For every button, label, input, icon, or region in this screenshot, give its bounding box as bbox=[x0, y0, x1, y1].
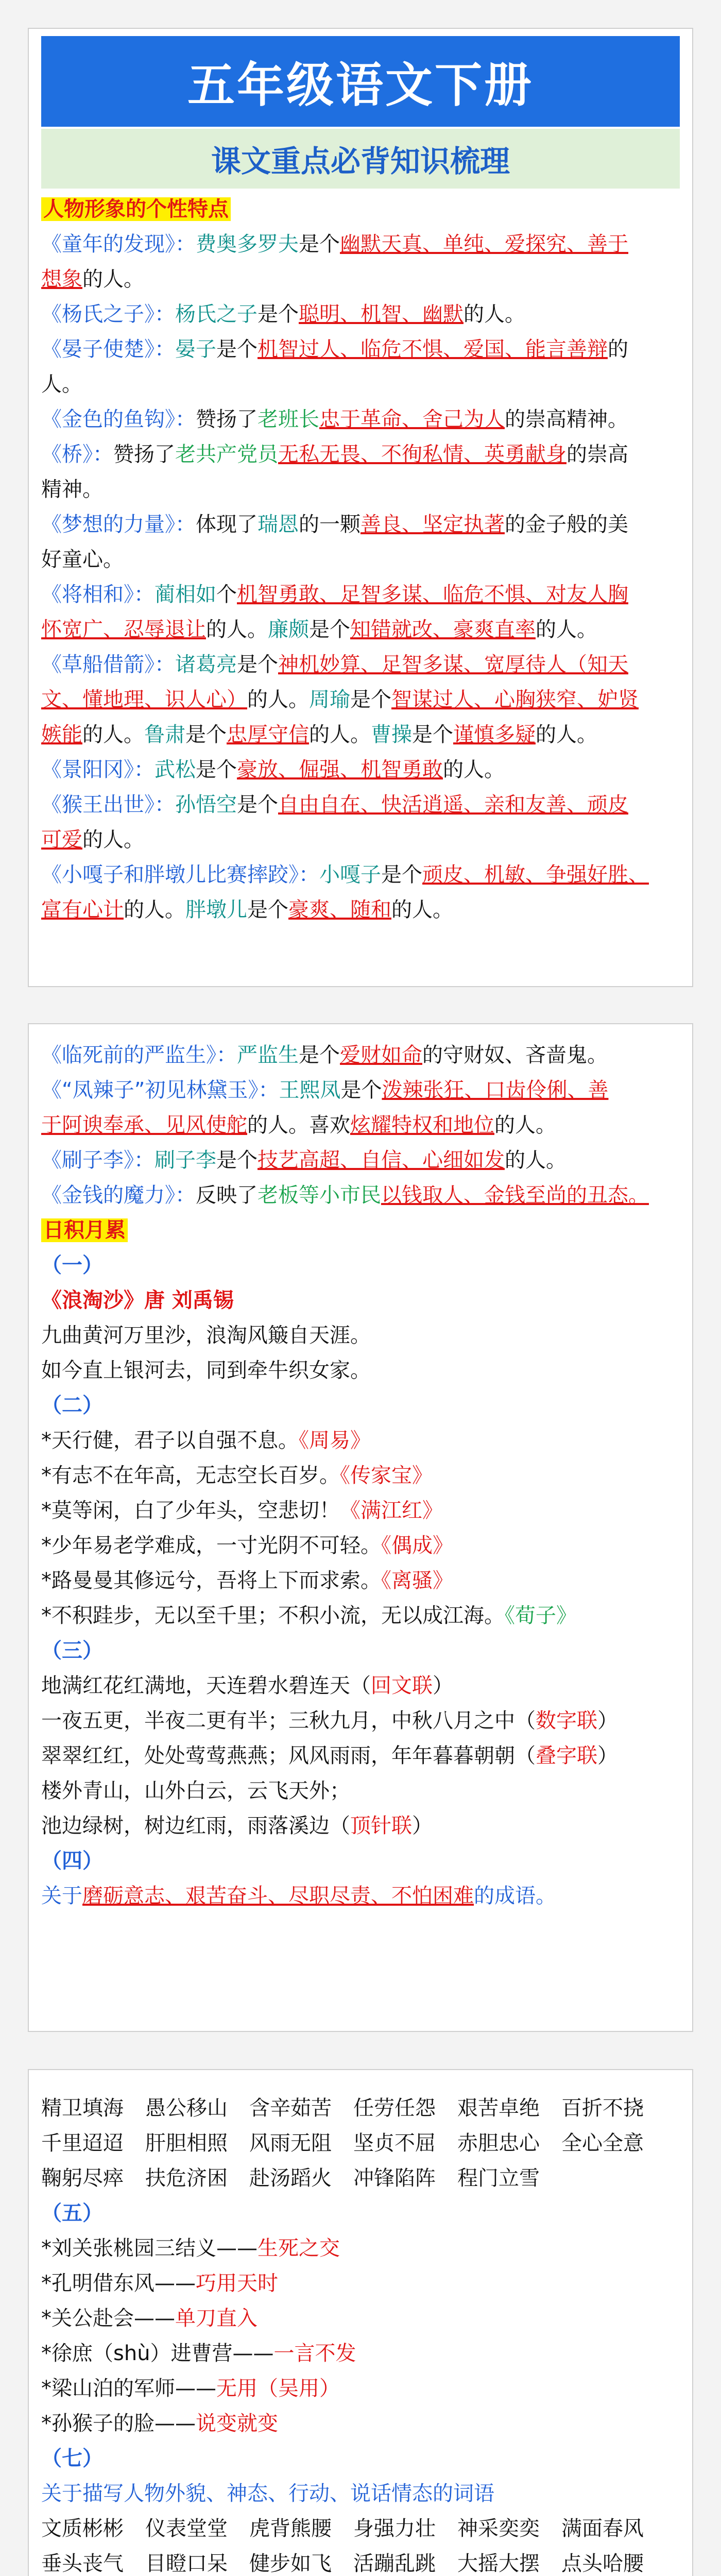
entry-golden-hook bbox=[41, 402, 680, 437]
page-title: 五年级语文下册 bbox=[41, 36, 680, 127]
text-fragment: 《传家宝》 bbox=[340, 1464, 433, 1487]
xiehouyu-4 bbox=[41, 2336, 680, 2371]
poem-line-2: 如今直上银河去，同到牵牛织女家。 bbox=[41, 1359, 371, 1382]
text-fragment: 任劳任怨 bbox=[353, 2096, 436, 2120]
text-fragment: 赤胆忠心 bbox=[457, 2131, 540, 2155]
text-fragment: 富有心计 bbox=[41, 898, 124, 922]
text-fragment: 怀宽广、忍辱退让 bbox=[41, 618, 206, 641]
text-fragment: 技艺高超、自信、心细如发 bbox=[258, 1148, 505, 1172]
text-fragment: 精神。 bbox=[41, 478, 103, 501]
text-fragment: 神采奕奕 bbox=[457, 2517, 540, 2540]
page-subtitle: 课文重点必背知识梳理 bbox=[41, 129, 680, 189]
text-fragment: 王熙凤 bbox=[279, 1078, 341, 1102]
text-fragment: 小嘎子 bbox=[319, 863, 381, 887]
text-fragment: 的 bbox=[608, 337, 628, 361]
text-fragment: 程门立雪 bbox=[457, 2166, 540, 2190]
text-fragment: 是个 bbox=[237, 793, 278, 817]
text-fragment: *不积跬步，无以至千里；不积小流，无以成江海。 bbox=[41, 1604, 505, 1628]
text-fragment: 的崇高 bbox=[566, 443, 628, 466]
section-heading-traits: 人物形象的个性特点 bbox=[41, 192, 680, 227]
text-fragment: 《荀子》 bbox=[505, 1604, 577, 1628]
text-fragment: 风雨无阻 bbox=[249, 2131, 332, 2155]
text-fragment: 《杨氏之子》： bbox=[41, 302, 175, 326]
text-fragment: 刷子李 bbox=[154, 1148, 216, 1172]
text-fragment: 的人。 bbox=[536, 723, 597, 747]
text-fragment: 是个 bbox=[340, 1078, 382, 1102]
text-fragment: *少年易老学难成，一寸光阴不可轻。 bbox=[41, 1534, 381, 1557]
text-fragment: 是个 bbox=[216, 337, 258, 361]
text-fragment: 肝胆相照 bbox=[145, 2131, 228, 2155]
subsection-1: （一） bbox=[41, 1253, 103, 1277]
text-fragment: 《满江红》 bbox=[340, 1499, 443, 1522]
quote-3 bbox=[41, 1493, 680, 1528]
text-fragment: 千里迢迢 bbox=[41, 2131, 124, 2155]
idiom-row-3 bbox=[41, 2161, 680, 2196]
text-fragment: 费奥多罗夫 bbox=[196, 232, 299, 256]
quote-6 bbox=[41, 1598, 680, 1633]
text-fragment: 身强力壮 bbox=[353, 2517, 436, 2540]
text-fragment: 顶针联 bbox=[350, 1814, 412, 1838]
text-fragment: 《金钱的魔力》： bbox=[41, 1183, 196, 1207]
text-fragment: 好童心。 bbox=[41, 548, 124, 571]
text-fragment: 《临死前的严监生》： bbox=[41, 1043, 237, 1067]
text-fragment: 豪放、倔强、机智勇敢 bbox=[237, 758, 443, 782]
text-fragment: 反映了 bbox=[196, 1183, 258, 1207]
text-fragment: 是个 bbox=[216, 1148, 258, 1172]
text-fragment: 一夜五更，半夜二更有半；三秋九月，中秋八月之中（ bbox=[41, 1709, 536, 1733]
subsection-3: （三） bbox=[41, 1639, 103, 1663]
panel-character-traits bbox=[28, 28, 693, 987]
text-fragment: 文质彬彬 bbox=[41, 2517, 124, 2540]
poem-line-1: 九曲黄河万里沙，浪淘风簸自天涯。 bbox=[41, 1324, 371, 1347]
text-fragment: 的守财奴、吝啬鬼。 bbox=[422, 1043, 608, 1067]
text-fragment: 严监生 bbox=[237, 1043, 299, 1067]
text-fragment: *有志不在年高，无志空长百岁。 bbox=[41, 1464, 340, 1487]
panel-idioms-quotes bbox=[28, 2069, 693, 2576]
text-fragment: 地满红花红满地，天连碧水碧连天（ bbox=[41, 1674, 371, 1698]
text-fragment: 的人。 bbox=[124, 898, 185, 922]
entry-power-of-dreams bbox=[41, 507, 680, 577]
couplet-4: 楼外青山，山外白云，云飞天外； bbox=[41, 1779, 350, 1803]
text-fragment: ） bbox=[433, 1674, 453, 1698]
text-fragment: 文、懂地理、识人心） bbox=[41, 688, 247, 711]
text-fragment: 是个 bbox=[196, 758, 237, 782]
entry-general-minister bbox=[41, 577, 680, 647]
text-fragment: 嫉能 bbox=[41, 723, 82, 747]
text-fragment: 《小嘎子和胖墩儿比赛摔跤》： bbox=[41, 863, 319, 887]
text-fragment: 人。 bbox=[41, 372, 82, 396]
text-fragment: 翠翠红红，处处莺莺燕燕；风风雨雨，年年暮暮朝朝（ bbox=[41, 1744, 536, 1768]
entry-borrowing-arrows bbox=[41, 647, 680, 752]
text-fragment: 是个 bbox=[299, 1043, 340, 1067]
words-intro: 关于描写人物外貌、神态、行动、说话情态的词语 bbox=[41, 2482, 494, 2505]
words-row-2 bbox=[41, 2546, 680, 2576]
subsection-2: （二） bbox=[41, 1394, 103, 1417]
text-fragment: *关公赴会—— bbox=[41, 2307, 175, 2330]
text-fragment: 磨砺意志、艰苦奋斗、尽职尽责、不怕困难 bbox=[82, 1884, 474, 1908]
entry-wrestling-match bbox=[41, 857, 680, 927]
text-fragment: 《将相和》： bbox=[41, 583, 154, 606]
text-fragment: 的人。喜欢 bbox=[247, 1113, 350, 1137]
text-fragment: 神机妙算、足智多谋、宽厚待人（知天 bbox=[278, 653, 628, 676]
text-fragment: 武松 bbox=[154, 758, 196, 782]
text-fragment: 周瑜 bbox=[309, 688, 350, 711]
xiehouyu-3 bbox=[41, 2301, 680, 2336]
text-fragment: 《景阳冈》： bbox=[41, 758, 154, 782]
xiehouyu-5 bbox=[41, 2371, 680, 2406]
text-fragment: 是个 bbox=[299, 232, 340, 256]
text-fragment: 炫耀特权和地位 bbox=[350, 1113, 494, 1137]
text-fragment: 目瞪口呆 bbox=[145, 2552, 228, 2575]
subsection-7: （七） bbox=[41, 2447, 103, 2470]
text-fragment: 晏子 bbox=[175, 337, 216, 361]
quote-2 bbox=[41, 1458, 680, 1493]
text-fragment: 回文联 bbox=[371, 1674, 433, 1698]
text-fragment: 说变就变 bbox=[196, 2412, 278, 2435]
idiom-row-2 bbox=[41, 2126, 680, 2161]
text-fragment: 以钱取人、金钱至尚的丑态。 bbox=[381, 1183, 649, 1207]
text-fragment: 谨慎多疑 bbox=[453, 723, 536, 747]
poem-title: 《浪淘沙》唐 刘禹锡 bbox=[41, 1289, 234, 1312]
section-heading-accumulation bbox=[41, 1213, 680, 1248]
text-fragment: 叠字联 bbox=[536, 1744, 597, 1768]
text-fragment: 于阿谀奉承、见风使舵 bbox=[41, 1113, 247, 1137]
text-fragment: 是个 bbox=[237, 653, 278, 676]
entry-money-magic bbox=[41, 1178, 680, 1213]
text-fragment: 《偶成》 bbox=[381, 1534, 453, 1557]
text-fragment: 池边绿树，树边红雨，雨落溪边（ bbox=[41, 1814, 350, 1838]
text-fragment: 的人。 bbox=[464, 302, 525, 326]
text-fragment: 《“凤辣子”初见林黛玉》： bbox=[41, 1078, 279, 1102]
text-fragment: 的人。 bbox=[494, 1113, 556, 1137]
entry-brush-li bbox=[41, 1143, 680, 1178]
entry-yanzi bbox=[41, 332, 680, 402]
entry-wang-xifeng bbox=[41, 1073, 680, 1143]
text-fragment: 老班长 bbox=[258, 408, 319, 431]
text-fragment: ） bbox=[412, 1814, 433, 1838]
text-fragment: 是个 bbox=[309, 618, 350, 641]
entry-monkey-king bbox=[41, 787, 680, 857]
text-fragment: 是个 bbox=[258, 302, 299, 326]
text-fragment: 鲁肃 bbox=[144, 723, 185, 747]
text-fragment: 生死之交 bbox=[258, 2236, 340, 2260]
text-fragment: 垂头丧气 bbox=[41, 2552, 124, 2575]
text-fragment: 《周易》 bbox=[299, 1429, 371, 1452]
text-fragment: 仪表堂堂 bbox=[145, 2517, 228, 2540]
idiom-intro bbox=[41, 1878, 680, 1913]
text-fragment: 老共产党员 bbox=[175, 443, 278, 466]
text-fragment: 的崇高精神。 bbox=[505, 408, 628, 431]
text-fragment: 《梦想的力量》： bbox=[41, 513, 196, 536]
text-fragment: 是个 bbox=[412, 723, 453, 747]
text-fragment: 体现了 bbox=[196, 513, 258, 536]
text-fragment: 顽皮、机敏、争强好胜、 bbox=[422, 863, 649, 887]
text-fragment: 泼辣张狂、口齿伶俐、善 bbox=[382, 1078, 609, 1102]
text-fragment: 爱财如命 bbox=[340, 1043, 422, 1067]
text-fragment: 是个 bbox=[381, 863, 422, 887]
text-fragment: 的金子般的美 bbox=[505, 513, 628, 536]
text-fragment: ） bbox=[597, 1744, 618, 1768]
text-fragment: 单刀直入 bbox=[175, 2307, 258, 2330]
text-fragment: 孙悟空 bbox=[175, 793, 237, 817]
text-fragment: 个 bbox=[216, 583, 237, 606]
text-fragment: 诸葛亮 bbox=[175, 653, 237, 676]
text-fragment: ） bbox=[597, 1709, 618, 1733]
text-fragment: 是个 bbox=[247, 898, 288, 922]
couplet-3 bbox=[41, 1738, 680, 1773]
text-fragment: *孙猴子的脸—— bbox=[41, 2412, 196, 2435]
text-fragment: 机智勇敢、足智多谋、临危不惧、对友人胸 bbox=[237, 583, 628, 606]
text-fragment: 的人。 bbox=[82, 723, 144, 747]
entry-childhood-discovery bbox=[41, 227, 680, 297]
text-fragment: 《桥》： bbox=[41, 443, 113, 466]
quote-1 bbox=[41, 1423, 680, 1458]
entry-bridge bbox=[41, 437, 680, 507]
text-fragment: 可爱 bbox=[41, 828, 82, 852]
text-fragment: 想象 bbox=[41, 267, 82, 291]
text-fragment: 坚贞不屈 bbox=[353, 2131, 436, 2155]
text-fragment: 赴汤蹈火 bbox=[249, 2166, 332, 2190]
text-fragment: 巧用天时 bbox=[196, 2272, 278, 2295]
text-fragment: 廉颇 bbox=[268, 618, 309, 641]
text-fragment: 是个 bbox=[350, 688, 391, 711]
text-fragment: 幽默天真、单纯、爱探究、善于 bbox=[340, 232, 628, 256]
text-fragment: 是个 bbox=[185, 723, 227, 747]
xiehouyu-2 bbox=[41, 2266, 680, 2301]
text-fragment: 数字联 bbox=[536, 1709, 597, 1733]
text-fragment: 艰苦卓绝 bbox=[457, 2096, 540, 2120]
text-fragment: *徐庶（shù）进曹营—— bbox=[41, 2342, 274, 2365]
text-fragment: 鞠躬尽瘁 bbox=[41, 2166, 124, 2190]
entry-yang-son bbox=[41, 297, 680, 332]
couplet-5 bbox=[41, 1808, 680, 1843]
text-fragment: 百折不挠 bbox=[561, 2096, 644, 2120]
text-fragment: 的人。 bbox=[82, 828, 144, 852]
text-fragment: 一言不发 bbox=[273, 2342, 356, 2365]
text-fragment: 的成语。 bbox=[474, 1884, 556, 1908]
text-fragment: 善良、坚定执著 bbox=[360, 513, 505, 536]
text-fragment: 《离骚》 bbox=[381, 1569, 453, 1592]
text-fragment: 虎背熊腰 bbox=[249, 2517, 332, 2540]
text-fragment: 的人。 bbox=[443, 758, 505, 782]
text-fragment: 大摇大摆 bbox=[457, 2552, 540, 2575]
quote-5 bbox=[41, 1563, 680, 1598]
text-fragment: 忠于革命、舍己为人 bbox=[319, 408, 505, 431]
text-fragment: 知错就改、豪爽直率 bbox=[350, 618, 536, 641]
entry-miser bbox=[41, 1038, 680, 1073]
idiom-row-1 bbox=[41, 2091, 680, 2126]
text-fragment: 的人。 bbox=[206, 618, 268, 641]
subsection-5: （五） bbox=[41, 2201, 103, 2225]
text-fragment: 满面春风 bbox=[561, 2517, 644, 2540]
text-fragment: 胖墩儿 bbox=[185, 898, 247, 922]
text-fragment: 健步如飞 bbox=[249, 2552, 332, 2575]
words-row-1 bbox=[41, 2511, 680, 2546]
text-fragment: 《刷子李》： bbox=[41, 1148, 154, 1172]
subsection-4: （四） bbox=[41, 1849, 103, 1873]
text-fragment: 智谋过人、心胸狭窄、妒贤 bbox=[391, 688, 639, 711]
couplet-1 bbox=[41, 1668, 680, 1703]
text-fragment: 无私无畏、不徇私情、英勇献身 bbox=[278, 443, 566, 466]
text-fragment: 瑞恩 bbox=[258, 513, 299, 536]
text-fragment: 杨氏之子 bbox=[175, 302, 258, 326]
couplet-2 bbox=[41, 1703, 680, 1738]
text-fragment: 忠厚守信 bbox=[227, 723, 309, 747]
text-fragment: *孔明借东风—— bbox=[41, 2272, 196, 2295]
text-fragment: 蔺相如 bbox=[154, 583, 216, 606]
text-fragment: 的人。 bbox=[505, 1148, 566, 1172]
text-fragment: 愚公移山 bbox=[145, 2096, 228, 2120]
text-fragment: 老板等小市民 bbox=[258, 1183, 381, 1207]
text-fragment: 聪明、机智、幽默 bbox=[299, 302, 464, 326]
text-fragment: 关于 bbox=[41, 1884, 82, 1908]
xiehouyu-1 bbox=[41, 2231, 680, 2266]
text-fragment: 精卫填海 bbox=[41, 2096, 124, 2120]
text-fragment: 自由自在、快活逍遥、亲和友善、顽皮 bbox=[278, 793, 628, 817]
text-fragment: 《猴王出世》： bbox=[41, 793, 175, 817]
text-fragment: 《草船借箭》： bbox=[41, 653, 175, 676]
text-fragment: 的人。 bbox=[309, 723, 371, 747]
text-fragment: 无用（吴用） bbox=[216, 2377, 340, 2400]
text-fragment: 的人。 bbox=[536, 618, 597, 641]
text-fragment: 赞扬了 bbox=[113, 443, 175, 466]
quote-4 bbox=[41, 1528, 680, 1563]
text-fragment: 《童年的发现》： bbox=[41, 232, 196, 256]
text-fragment: *天行健，君子以自强不息。 bbox=[41, 1429, 299, 1452]
text-fragment: 曹操 bbox=[371, 723, 412, 747]
text-fragment: 扶危济困 bbox=[145, 2166, 228, 2190]
text-fragment: 全心全意 bbox=[561, 2131, 644, 2155]
text-fragment: 《金色的鱼钩》： bbox=[41, 408, 196, 431]
entry-jingyang-ridge bbox=[41, 752, 680, 787]
text-fragment: 含辛茹苦 bbox=[249, 2096, 332, 2120]
text-fragment: 日积月累 bbox=[41, 1218, 128, 1242]
text-fragment: *梁山泊的军师—— bbox=[41, 2377, 216, 2400]
text-fragment: 点头哈腰 bbox=[561, 2552, 644, 2575]
text-fragment: 冲锋陷阵 bbox=[353, 2166, 436, 2190]
text-fragment: *莫等闲，白了少年头，空悲切！ bbox=[41, 1499, 340, 1522]
text-fragment: 赞扬了 bbox=[196, 408, 258, 431]
text-fragment: 豪爽、随和 bbox=[288, 898, 391, 922]
xiehouyu-6 bbox=[41, 2406, 680, 2441]
text-fragment: 机智过人、临危不惧、爱国、能言善辩 bbox=[258, 337, 608, 361]
text-fragment: 《晏子使楚》： bbox=[41, 337, 175, 361]
text-fragment: 的人。 bbox=[391, 898, 453, 922]
text-fragment: *路曼曼其修远兮，吾将上下而求索。 bbox=[41, 1569, 381, 1592]
text-fragment: 的人。 bbox=[247, 688, 309, 711]
text-fragment: *刘关张桃园三结义—— bbox=[41, 2236, 258, 2260]
text-fragment: 的一颗 bbox=[299, 513, 360, 536]
text-fragment: 活蹦乱跳 bbox=[353, 2552, 436, 2575]
text-fragment: 的人。 bbox=[82, 267, 144, 291]
panel-accumulation bbox=[28, 1023, 693, 2032]
